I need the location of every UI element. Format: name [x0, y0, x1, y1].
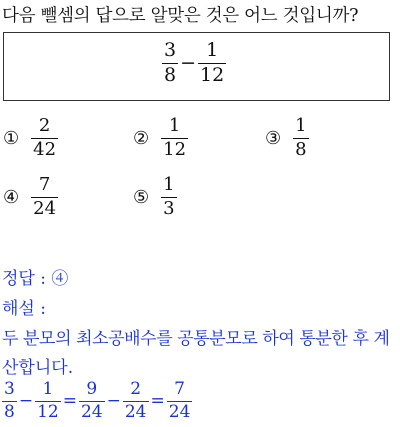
- fraction-3-8: [162, 41, 178, 86]
- calc-fraction-4: [123, 381, 149, 422]
- calc-fraction-1: [2, 381, 17, 422]
- minus-sign: −: [18, 391, 34, 412]
- denominator: 24: [80, 401, 103, 422]
- choice-fraction: [161, 176, 176, 219]
- denominator: 12: [163, 138, 187, 160]
- choice-mark: ③: [265, 127, 282, 149]
- calc-fraction-2: [35, 381, 61, 422]
- numerator: 1: [42, 379, 54, 399]
- problem-expression: [162, 41, 226, 86]
- denominator: 8: [4, 401, 15, 422]
- denominator: 24: [33, 197, 57, 219]
- calculation: [2, 381, 192, 422]
- choice-mark: ⑤: [133, 186, 150, 208]
- denominator: 24: [168, 401, 191, 422]
- numerator: 9: [86, 379, 98, 399]
- denominator: 8: [164, 63, 177, 86]
- numerator: 2: [130, 379, 142, 399]
- choice-4[interactable]: [3, 176, 58, 219]
- equals-sign: =: [150, 391, 165, 412]
- answer-label: 정답 : ④: [2, 269, 69, 289]
- denominator: 8: [295, 138, 307, 160]
- problem-box: [3, 32, 390, 101]
- choice-2[interactable]: [133, 117, 188, 160]
- choice-5[interactable]: [133, 176, 177, 219]
- numerator: 2: [38, 115, 51, 136]
- choice-mark: ④: [3, 186, 20, 208]
- explanation-line-1: 두 분모의 최소공배수를 공통분모로 하여 통분한 후 계: [2, 329, 390, 349]
- equals-sign: =: [62, 391, 77, 412]
- explanation-line-2: 산합니다.: [2, 358, 74, 378]
- numerator: 1: [168, 115, 181, 136]
- question-text: 다음 뺄셈의 답으로 알맞은 것은 어느 것입니까?: [2, 6, 359, 26]
- numerator: 3: [164, 39, 177, 61]
- choice-fraction: [293, 117, 308, 160]
- numerator: 7: [38, 174, 51, 195]
- denominator: 12: [37, 401, 59, 422]
- choice-3[interactable]: [265, 117, 309, 160]
- numerator: 1: [206, 39, 219, 61]
- calc-fraction-3: [79, 381, 105, 422]
- denominator: 12: [200, 63, 225, 86]
- minus-sign: −: [180, 52, 197, 75]
- choice-mark: ①: [3, 127, 20, 149]
- numerator: 1: [163, 174, 175, 195]
- choice-1[interactable]: [3, 117, 58, 160]
- explanation-label: 해설 :: [2, 299, 46, 319]
- numerator: 7: [174, 379, 185, 399]
- calc-fraction-5: [167, 381, 193, 422]
- numerator: 3: [4, 379, 15, 399]
- denominator: 3: [163, 197, 175, 219]
- choice-mark: ②: [133, 127, 150, 149]
- fraction-1-12: [198, 41, 226, 86]
- denominator: 42: [33, 138, 57, 160]
- denominator: 24: [124, 401, 147, 422]
- choice-fraction: [31, 176, 58, 219]
- choice-fraction: [31, 117, 58, 160]
- numerator: 1: [295, 115, 307, 136]
- minus-sign: −: [106, 391, 121, 412]
- choice-fraction: [161, 117, 188, 160]
